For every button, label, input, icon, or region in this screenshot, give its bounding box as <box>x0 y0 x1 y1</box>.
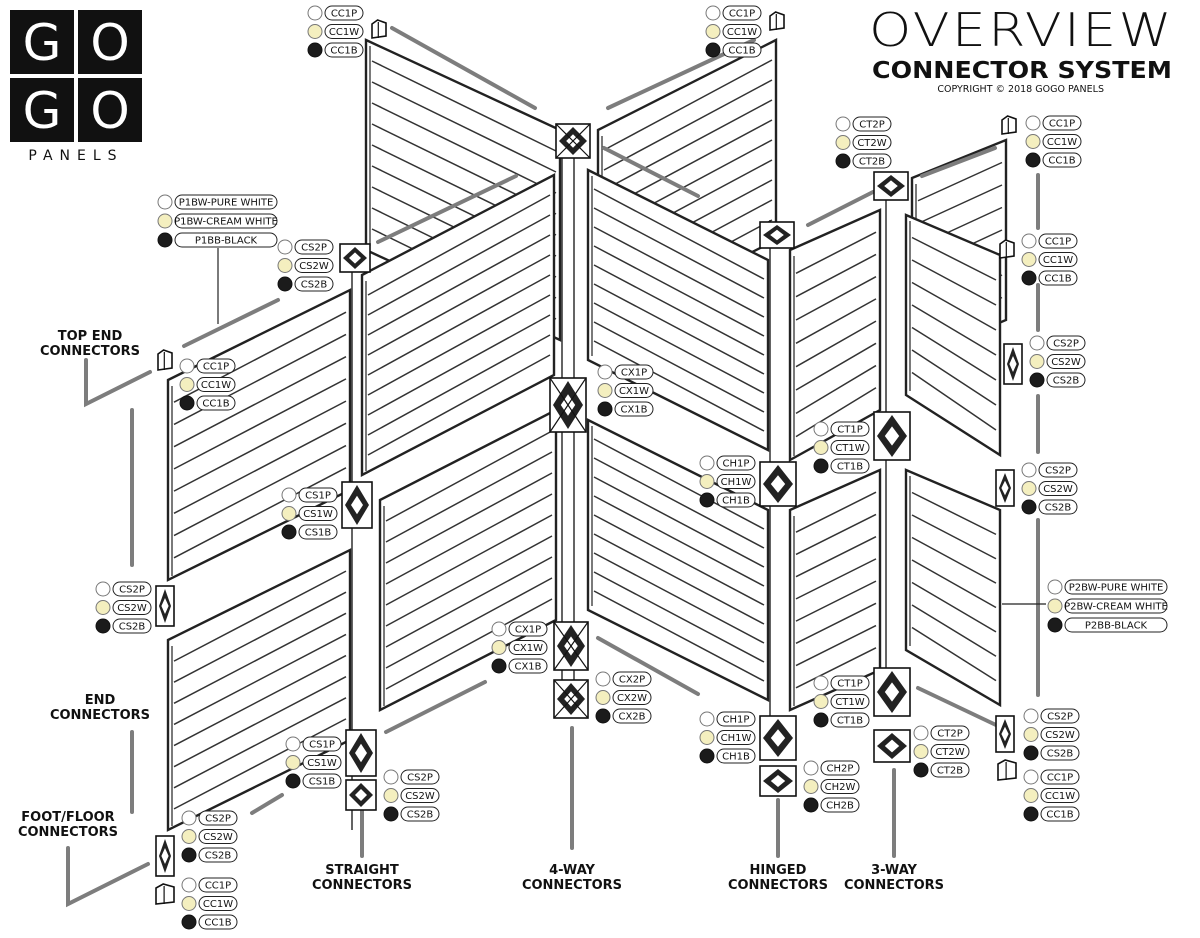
part-code-label: CC1B <box>1046 809 1074 821</box>
color-swatch <box>804 761 818 775</box>
part-code-label: CH2B <box>826 800 854 812</box>
floor-connector-cc <box>156 884 174 904</box>
color-swatch <box>914 763 928 777</box>
legend-cs2-low <box>384 770 439 821</box>
color-swatch <box>158 214 172 228</box>
logo-letter-4: O <box>90 82 130 140</box>
panel-right-b-lower <box>906 470 1000 705</box>
legend-cx1-low <box>492 622 547 673</box>
part-code-label: CS2W <box>1045 730 1075 741</box>
color-swatch <box>1026 153 1040 167</box>
part-code-label: CC1W <box>726 27 758 38</box>
part-code-label: CX1P <box>514 624 542 636</box>
group-label-foot-line2: CONNECTORS <box>17 825 119 840</box>
part-code-label: CH1B <box>722 495 750 507</box>
color-swatch <box>1022 482 1036 496</box>
color-swatch <box>182 897 196 911</box>
color-swatch <box>814 441 828 455</box>
part-code-label: CT1P <box>837 424 863 436</box>
mid-3way-connector <box>874 412 910 460</box>
group-label-hinged-line1: HINGED <box>749 863 807 878</box>
legend-cc-top-mid <box>706 6 761 57</box>
part-code-label: CT1W <box>835 443 865 454</box>
color-swatch <box>1048 580 1062 594</box>
part-code-label: CS1W <box>307 758 337 769</box>
legend-cx1-mid <box>598 365 653 416</box>
part-code-label: CH2W <box>824 782 856 793</box>
legend-cs2-right-2 <box>1022 463 1077 514</box>
color-swatch <box>836 154 850 168</box>
top-hinged-connector <box>760 222 794 248</box>
color-swatch <box>700 712 714 726</box>
legend-cs2-right-3 <box>1024 709 1079 760</box>
color-swatch <box>182 830 196 844</box>
part-code-label: CS2B <box>1044 502 1072 514</box>
color-swatch <box>1026 116 1040 130</box>
color-swatch <box>286 756 300 770</box>
end-connector-cs2-1 <box>1004 344 1022 384</box>
color-swatch <box>278 277 292 291</box>
logo-word: PANELS <box>28 148 124 164</box>
part-code-label: CX2P <box>618 674 646 686</box>
part-code-label: CH1W <box>720 733 752 744</box>
group-label-4way-line2: CONNECTORS <box>521 878 623 893</box>
part-code-label: CC1B <box>1048 155 1076 167</box>
color-swatch <box>596 709 610 723</box>
legend-cs2-foot <box>182 811 237 862</box>
top-end-connector-cc-3 <box>1002 116 1016 134</box>
color-swatch <box>700 493 714 507</box>
part-code-label: CS2B <box>118 621 146 633</box>
part-code-label: CC1P <box>1048 118 1076 130</box>
foot-hinged-connector <box>760 766 796 796</box>
part-code-label: P1BB-BLACK <box>194 235 258 247</box>
part-code-label: CC1B <box>330 45 358 57</box>
part-code-label: CH1P <box>722 458 750 470</box>
mid-straight-connector <box>342 482 372 528</box>
mid-hinged-connector <box>760 462 796 506</box>
panel-right-a-lower <box>790 470 880 710</box>
part-code-label: CH1B <box>722 751 750 763</box>
color-swatch <box>1024 770 1038 784</box>
color-swatch <box>182 811 196 825</box>
part-code-label: CT1P <box>837 678 863 690</box>
group-label-foot-line1: FOOT/FLOOR <box>21 810 115 825</box>
group-label-straight-line1: STRAIGHT <box>325 863 399 878</box>
color-swatch <box>700 456 714 470</box>
part-code-label: CC1B <box>204 917 232 929</box>
color-swatch <box>596 672 610 686</box>
legend-cc-right-1 <box>1026 116 1081 167</box>
part-code-label: CH1P <box>722 714 750 726</box>
color-swatch <box>96 601 110 615</box>
part-code-label: CX1B <box>620 404 648 416</box>
color-swatch <box>914 745 928 759</box>
part-code-label: CC1P <box>330 8 358 20</box>
legend-cc-right-2 <box>1022 234 1077 285</box>
top-3way-connector <box>874 172 908 200</box>
part-code-label: CC1W <box>1046 137 1078 148</box>
part-code-label: P1BW-PURE WHITE <box>178 197 274 209</box>
part-code-label: CS2W <box>405 791 435 802</box>
legend-ct1-low <box>814 676 869 727</box>
part-code-label: CC1B <box>202 398 230 410</box>
part-code-label: CT2P <box>937 728 963 740</box>
mid-4way-connector <box>550 378 586 432</box>
part-code-label: CC1P <box>204 880 232 892</box>
legend-cc-foot <box>182 878 237 929</box>
part-code-label: CX2B <box>618 711 646 723</box>
foot-connector-cs2 <box>156 836 174 876</box>
part-code-label: CT2B <box>936 765 964 777</box>
page-title: OVERVIEW <box>869 3 1174 57</box>
part-code-label: CC1P <box>202 361 230 373</box>
color-swatch <box>598 402 612 416</box>
top-straight-connector <box>340 244 370 272</box>
legend-cc-top-left <box>308 6 363 57</box>
end-connector-cs2-3 <box>996 716 1014 752</box>
low-straight-connector <box>346 730 376 776</box>
color-swatch <box>1022 271 1036 285</box>
group-label-3way-line2: CONNECTORS <box>843 878 945 893</box>
legend-panel-p2 <box>1048 580 1168 632</box>
color-swatch <box>180 378 194 392</box>
group-label-end-line1: END <box>84 693 116 708</box>
color-swatch <box>182 848 196 862</box>
low-3way-connector <box>874 668 910 716</box>
color-swatch <box>278 259 292 273</box>
color-swatch <box>282 488 296 502</box>
color-swatch <box>836 136 850 150</box>
part-code-label: CX1W <box>512 643 544 654</box>
part-code-label: CX1B <box>514 661 542 673</box>
legend-cc-left-top <box>180 359 235 410</box>
copyright-text: COPYRIGHT © 2018 GOGO PANELS <box>937 84 1104 95</box>
color-swatch <box>384 807 398 821</box>
logo-letter-3: G <box>22 82 62 140</box>
color-swatch <box>598 384 612 398</box>
part-code-label: CX1W <box>618 386 650 397</box>
color-swatch <box>814 676 828 690</box>
group-label-4way-line1: 4-WAY <box>549 863 595 878</box>
color-swatch <box>1022 463 1036 477</box>
color-swatch <box>492 622 506 636</box>
color-swatch <box>308 43 322 57</box>
color-swatch <box>180 396 194 410</box>
color-swatch <box>1024 807 1038 821</box>
part-code-label: CS2B <box>300 279 328 291</box>
color-swatch <box>836 117 850 131</box>
top-4way-connector <box>556 124 590 158</box>
part-code-label: CS1B <box>308 776 336 788</box>
legend-cs2-right-1 <box>1030 336 1085 387</box>
color-swatch <box>278 240 292 254</box>
floor-connector-cc-right <box>998 760 1016 780</box>
part-code-label: CC1B <box>728 45 756 57</box>
part-code-label: CS2W <box>203 832 233 843</box>
top-end-connector-cc <box>372 20 386 38</box>
part-code-label: CS2P <box>119 584 145 596</box>
color-swatch <box>384 789 398 803</box>
part-code-label: CS2W <box>117 603 147 614</box>
color-swatch <box>914 726 928 740</box>
group-label-top-end-line1: TOP END <box>57 329 123 344</box>
color-swatch <box>598 365 612 379</box>
legend-cs2-left-mid <box>96 582 151 633</box>
color-swatch <box>492 659 506 673</box>
legend-ch1-low <box>700 712 755 763</box>
group-label-hinged-line2: CONNECTORS <box>727 878 829 893</box>
color-swatch <box>1024 709 1038 723</box>
color-swatch <box>814 422 828 436</box>
legend-cs1-mid <box>282 488 337 539</box>
part-code-label: CC1P <box>1044 236 1072 248</box>
color-swatch <box>1024 728 1038 742</box>
color-swatch <box>700 475 714 489</box>
color-swatch <box>700 749 714 763</box>
color-swatch <box>286 774 300 788</box>
part-code-label: P1BW-CREAM WHITE <box>174 216 278 228</box>
part-code-label: CT2W <box>857 138 887 149</box>
legend-panel-p1 <box>158 195 278 247</box>
part-code-label: CH2P <box>826 763 854 775</box>
low-hinged-connector <box>760 716 796 760</box>
part-code-label: CT1B <box>836 715 864 727</box>
legend-cc-right-3 <box>1024 770 1079 821</box>
color-swatch <box>182 915 196 929</box>
color-swatch <box>180 359 194 373</box>
part-code-label: CS2P <box>1053 338 1079 350</box>
part-code-label: CS2P <box>205 813 231 825</box>
color-swatch <box>384 770 398 784</box>
part-code-label: CX2W <box>616 693 648 704</box>
color-swatch <box>96 619 110 633</box>
color-swatch <box>1030 336 1044 350</box>
color-swatch <box>814 459 828 473</box>
color-swatch <box>182 878 196 892</box>
color-swatch <box>1022 234 1036 248</box>
group-label-end-line2: CONNECTORS <box>49 708 151 723</box>
part-code-label: P2BW-PURE WHITE <box>1068 582 1164 594</box>
part-code-label: CS2P <box>1045 465 1071 477</box>
color-swatch <box>282 507 296 521</box>
group-label-top-end-line2: CONNECTORS <box>39 344 141 359</box>
part-code-label: CT2B <box>858 156 886 168</box>
part-code-label: CS2P <box>301 242 327 254</box>
part-code-label: CC1W <box>202 899 234 910</box>
color-swatch <box>1030 355 1044 369</box>
color-swatch <box>158 195 172 209</box>
panel-right-b-upper <box>906 215 1000 455</box>
part-code-label: CC1P <box>728 8 756 20</box>
top-end-connector-cc-4 <box>1000 240 1014 258</box>
color-swatch <box>804 798 818 812</box>
part-code-label: P2BW-CREAM WHITE <box>1064 601 1168 613</box>
top-end-connector-cc-2 <box>770 12 784 30</box>
color-swatch <box>596 691 610 705</box>
foot-3way-connector <box>874 730 910 762</box>
color-swatch <box>1026 135 1040 149</box>
part-code-label: CC1W <box>200 380 232 391</box>
part-code-label: CS1W <box>303 509 333 520</box>
part-code-label: CS2P <box>1047 711 1073 723</box>
part-code-label: CH1W <box>720 477 752 488</box>
part-code-label: CS1P <box>309 739 335 751</box>
group-label-3way-line1: 3-WAY <box>871 863 917 878</box>
color-swatch <box>96 582 110 596</box>
color-swatch <box>308 6 322 20</box>
legend-ch2-low <box>804 761 859 812</box>
color-swatch <box>1024 789 1038 803</box>
logo-letter-1: G <box>22 14 62 72</box>
color-swatch <box>700 731 714 745</box>
low-4way-connector <box>554 622 588 670</box>
part-code-label: CS2W <box>1051 357 1081 368</box>
part-code-label: CC1W <box>1042 255 1074 266</box>
part-code-label: P2BB-BLACK <box>1084 620 1148 632</box>
color-swatch <box>308 25 322 39</box>
color-swatch <box>814 713 828 727</box>
end-connector-cs2-left <box>156 586 174 626</box>
page-subtitle: CONNECTOR SYSTEM <box>872 58 1172 84</box>
legend-cs1-low <box>286 737 341 788</box>
color-swatch <box>1022 500 1036 514</box>
part-code-label: CS2W <box>299 261 329 272</box>
color-swatch <box>492 641 506 655</box>
color-swatch <box>282 525 296 539</box>
foot-straight-connector <box>346 780 376 810</box>
color-swatch <box>1022 253 1036 267</box>
part-code-label: CS2B <box>1046 748 1074 760</box>
color-swatch <box>814 695 828 709</box>
part-code-label: CS1P <box>305 490 331 502</box>
gogo-panels-logo <box>10 10 142 164</box>
part-code-label: CS2B <box>406 809 434 821</box>
part-code-label: CS2P <box>407 772 433 784</box>
end-connector-cs2-2 <box>996 470 1014 506</box>
legend-ct1-mid <box>814 422 869 473</box>
legend-ch1-mid <box>700 456 755 507</box>
color-swatch <box>706 43 720 57</box>
color-swatch <box>706 6 720 20</box>
color-swatch <box>1030 373 1044 387</box>
foot-4way-connector <box>554 680 588 718</box>
part-code-label: CS1B <box>304 527 332 539</box>
color-swatch <box>1048 599 1062 613</box>
part-code-label: CS2W <box>1043 484 1073 495</box>
part-code-label: CS2B <box>1052 375 1080 387</box>
part-code-label: CC1W <box>328 27 360 38</box>
group-label-straight-line2: CONNECTORS <box>311 878 413 893</box>
part-code-label: CT2W <box>935 747 965 758</box>
color-swatch <box>706 25 720 39</box>
part-code-label: CX1P <box>620 367 648 379</box>
part-code-label: CT2P <box>859 119 885 131</box>
part-code-label: CC1P <box>1046 772 1074 784</box>
legend-ct2-top <box>836 117 891 168</box>
part-code-label: CS2B <box>204 850 232 862</box>
part-code-label: CC1W <box>1044 791 1076 802</box>
top-end-connector-cc-5 <box>158 350 172 370</box>
color-swatch <box>1048 618 1062 632</box>
legend-cs2-top <box>278 240 333 291</box>
legend-cx2-low <box>596 672 651 723</box>
color-swatch <box>286 737 300 751</box>
part-code-label: CT1W <box>835 697 865 708</box>
color-swatch <box>158 233 172 247</box>
color-swatch <box>1024 746 1038 760</box>
logo-letter-2: O <box>90 14 130 72</box>
color-swatch <box>804 780 818 794</box>
part-code-label: CC1B <box>1044 273 1072 285</box>
legend-ct2-low <box>914 726 969 777</box>
part-code-label: CT1B <box>836 461 864 473</box>
